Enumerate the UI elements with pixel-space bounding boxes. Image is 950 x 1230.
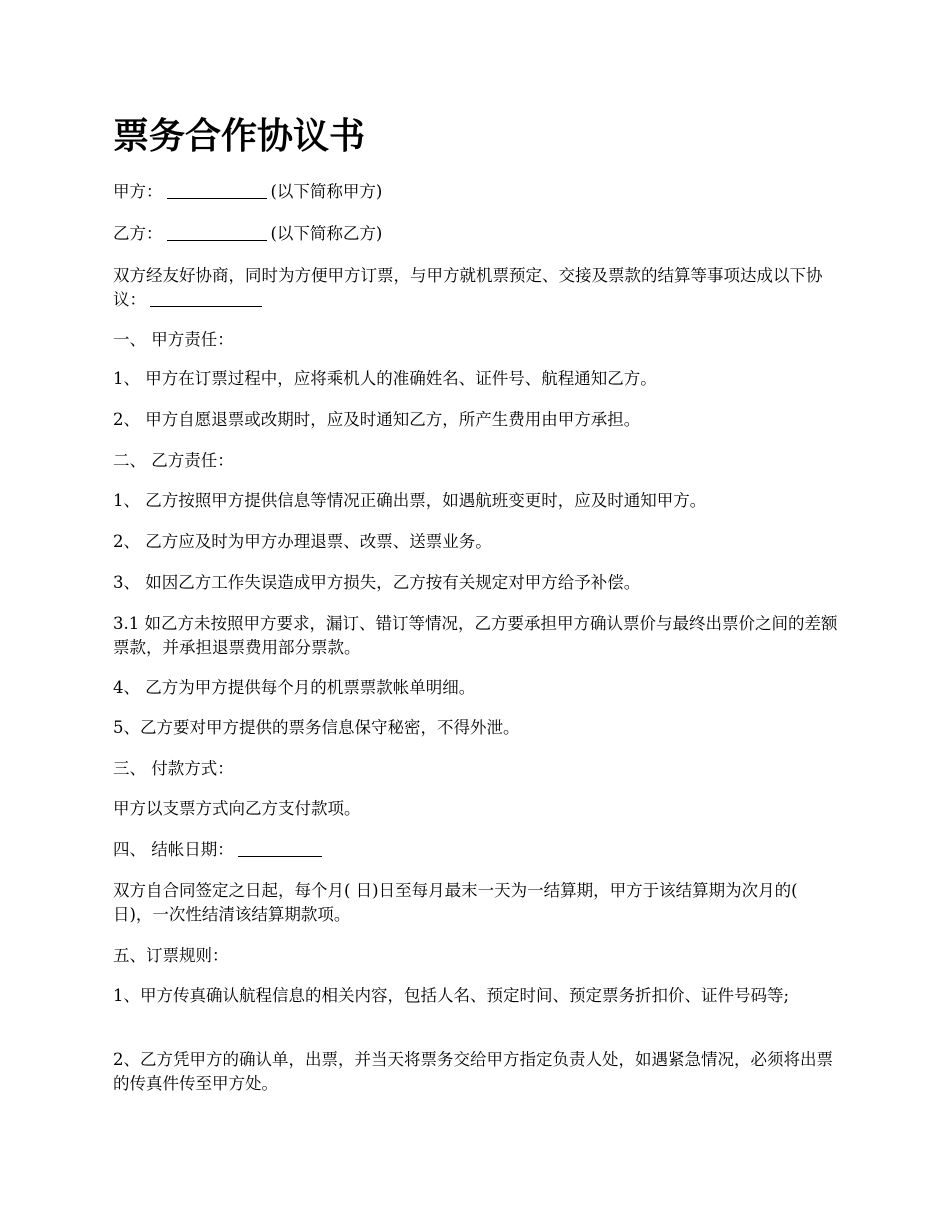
section3-text: 甲方以支票方式向乙方支付款项。 xyxy=(113,799,361,818)
section2-item: 4、 乙方为甲方提供每个月的机票票款帐单明细。 xyxy=(113,678,476,697)
section2-item: 3.1 如乙方未按照甲方要求，漏订、错订等情况，乙方要承担甲方确认票价与最终出票价之间的差额票款，并承担退票费用部分票款。 xyxy=(113,614,838,657)
section2-item: 5、乙方要对甲方提供的票务信息保守秘密，不得外泄。 xyxy=(113,718,520,737)
section2-item: 1、 乙方按照甲方提供信息等情况正确出票，如遇航班变更时，应及时通知甲方。 xyxy=(113,491,707,510)
section4-blank xyxy=(238,838,322,857)
intro-text: 双方经友好协商，同时为方便甲方订票，与甲方就机票预定、交接及票款的结算等事项达成以下协议： xyxy=(113,266,823,309)
party-a-suffix: (以下简称甲方) xyxy=(270,182,383,201)
section4-heading: 四、 结帐日期： xyxy=(113,840,234,859)
party-a-label: 甲方： xyxy=(113,182,163,201)
section2-item: 2、 乙方应及时为甲方办理退票、改票、送票业务。 xyxy=(113,532,492,551)
intro-paragraph xyxy=(113,264,838,312)
section1-item: 2、 甲方自愿退票或改期时，应及时通知乙方，所产生费用由甲方承担。 xyxy=(113,410,641,429)
section5-item: 1、甲方传真确认航程信息的相关内容，包括人名、预定时间、预定票务折扣价、证件号码等; xyxy=(113,986,790,1005)
party-b-line xyxy=(113,222,838,246)
document-title: 票务合作协议书 xyxy=(113,115,366,157)
party-a-blank xyxy=(167,180,267,199)
section2-heading: 二、 乙方责任： xyxy=(113,451,234,470)
section5-heading: 五、订票规则： xyxy=(113,946,229,965)
section2-item: 3、 如因乙方工作失误造成甲方损失，乙方按有关规定对甲方给予补偿。 xyxy=(113,573,641,592)
section1-item: 1、 甲方在订票过程中，应将乘机人的准确姓名、证件号、航程通知乙方。 xyxy=(113,369,657,388)
party-b-suffix: (以下简称乙方) xyxy=(270,224,383,243)
section3-heading: 三、 付款方式： xyxy=(113,759,234,778)
section5-item: 2、乙方凭甲方的确认单，出票，并当天将票务交给甲方指定负责人处，如遇紧急情况，必须将出票的传真件传至甲方处。 xyxy=(113,1050,833,1093)
section1-heading: 一、 甲方责任： xyxy=(113,330,234,349)
party-b-blank xyxy=(167,222,267,241)
party-b-label: 乙方： xyxy=(113,224,163,243)
party-a-line xyxy=(113,180,838,204)
section4-text: 双方自合同签定之日起，每个月( 日)日至每月最末一天为一结算期，甲方于该结算期为次月的( 日)，一次性结清该结算期款项。 xyxy=(113,881,798,924)
intro-blank xyxy=(150,288,262,307)
section4-heading-line xyxy=(113,838,838,862)
